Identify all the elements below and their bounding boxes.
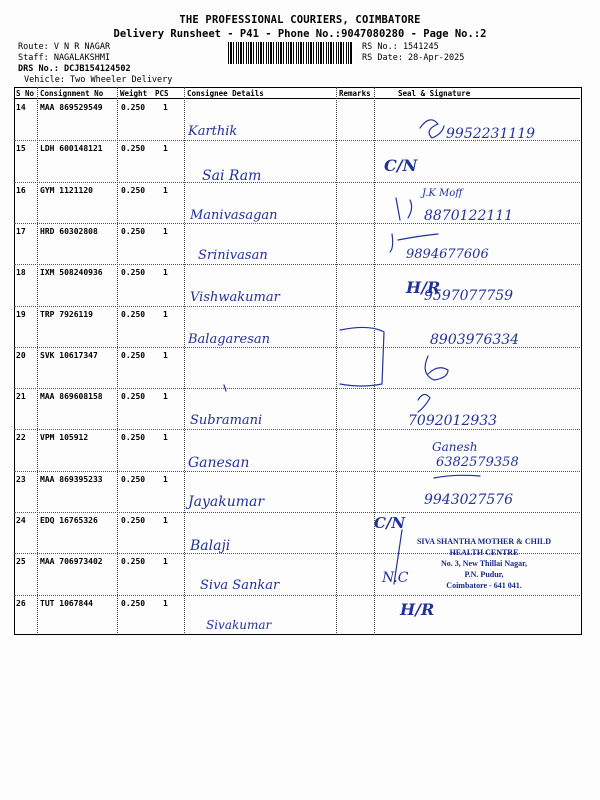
signature-mark — [340, 327, 384, 386]
handwritten-phone: 9943027576 — [424, 492, 514, 508]
col-header-consignee: Consignee Details — [187, 89, 264, 98]
handwritten-name: Manivasagan — [190, 208, 278, 223]
cell-sno: 23 — [16, 474, 26, 484]
handwritten-name: Balagaresan — [188, 332, 270, 347]
cell-weight: 0.250 — [121, 185, 146, 195]
cell-pcs: 1 — [163, 474, 168, 484]
handwritten-name: Subramani — [190, 413, 263, 428]
col-header-remarks: Remarks — [339, 89, 371, 98]
cell-consignment: IXM 508240936 — [40, 268, 103, 278]
cell-sno: 26 — [16, 598, 26, 608]
cell-weight: 0.250 — [121, 474, 146, 484]
cell-weight: 0.250 — [121, 268, 146, 278]
stamp-line: Coimbatore - 641 041. — [446, 581, 522, 590]
document-subtitle: Delivery Runsheet - P41 - Phone No.:9047080280 - Page No.:2 — [113, 28, 487, 40]
cell-consignment: LDH 600148121 — [40, 144, 103, 154]
cell-sno: 21 — [16, 392, 26, 402]
handwritten-mark: H/R — [400, 600, 435, 619]
cell-sno: 18 — [16, 268, 26, 278]
cell-pcs: 1 — [163, 103, 168, 112]
handwritten-phone: 8903976334 — [430, 332, 520, 348]
stamp-line: No. 3, New Thillai Nagar, — [440, 559, 527, 568]
cell-sno: 24 — [16, 516, 26, 525]
cell-consignment: TRP 7926119 — [40, 309, 93, 319]
cell-pcs: 1 — [163, 392, 168, 402]
cell-pcs: 1 — [163, 350, 168, 360]
clinic-stamp — [398, 536, 570, 600]
cell-weight: 0.250 — [121, 350, 146, 360]
cell-weight: 0.250 — [121, 557, 146, 567]
handwritten-name: Ganesan — [188, 455, 250, 471]
document-title: THE PROFESSIONAL COURIERS, COIMBATORE — [179, 14, 421, 26]
cell-pcs: 1 — [163, 226, 168, 236]
cell-sno: 15 — [16, 144, 26, 154]
cell-pcs: 1 — [163, 433, 168, 443]
cell-consignment: GYM 1121120 — [40, 185, 93, 195]
cell-weight: 0.250 — [121, 392, 146, 402]
cell-sno: 25 — [16, 557, 26, 567]
signature-mark — [434, 475, 480, 478]
cell-sno: 17 — [16, 226, 26, 236]
cell-consignment: HRD 60302808 — [40, 226, 98, 236]
cell-pcs: 1 — [163, 557, 168, 567]
cell-consignment: MAA 869608158 — [40, 392, 103, 402]
cell-consignment: EDQ 16765326 — [40, 516, 98, 525]
rs-number: RS No.: 1541245 — [362, 42, 439, 52]
stamp-line: SIVA SHANTHA MOTHER & CHILD — [416, 537, 552, 546]
handwritten-mark: C/N — [374, 514, 406, 532]
signature-mark — [390, 234, 438, 252]
cell-weight: 0.250 — [121, 144, 146, 154]
signature-mark — [425, 356, 448, 380]
cell-weight: 0.250 — [121, 598, 146, 608]
vehicle-label: Vehicle: Two Wheeler Delivery — [24, 75, 173, 85]
handwritten-mark: N.C — [382, 570, 409, 586]
cell-consignment: MAA 869529549 — [40, 103, 103, 112]
signature-mark — [396, 198, 412, 220]
cell-pcs: 1 — [163, 144, 168, 154]
signature-mark — [420, 120, 444, 138]
handwritten-phone: 8870122111 — [424, 208, 514, 224]
cell-sno: 20 — [16, 350, 26, 360]
handwritten-name: Balaji — [190, 538, 231, 554]
col-header-signature: Seal & Signature — [398, 89, 471, 98]
route-label: Route: V N R NAGAR — [18, 42, 111, 52]
handwritten-name: Jayakumar — [188, 494, 265, 510]
cell-consignment: SVK 10617347 — [40, 350, 98, 360]
handwritten-phone: 9894677606 — [406, 247, 489, 262]
cell-sno: 14 — [16, 103, 26, 112]
handwritten-phone: 7092012933 — [408, 413, 498, 429]
stamp-line: HEALTH CENTRE — [449, 548, 519, 557]
cell-sno: 19 — [16, 309, 26, 319]
handwritten-name: Srinivasan — [198, 248, 268, 263]
cell-pcs: 1 — [163, 309, 168, 319]
cell-consignment: MAA 869395233 — [40, 474, 103, 484]
cell-pcs: 1 — [163, 516, 168, 525]
cell-weight: 0.250 — [121, 516, 146, 525]
handwritten-phone: 9952231119 — [446, 126, 536, 142]
cell-weight: 0.250 — [121, 309, 146, 319]
cell-weight: 0.250 — [121, 103, 146, 112]
handwritten-name: Siva Sankar — [200, 578, 280, 593]
handwritten-mark: Ganesh — [432, 440, 478, 454]
rs-date: RS Date: 28-Apr-2025 — [362, 53, 465, 63]
staff-label: Staff: NAGALAKSHMI — [18, 53, 111, 63]
handwritten-name: Vishwakumar — [190, 290, 280, 305]
col-header-consignment: Consignment No — [40, 89, 104, 98]
handwritten-phone: 6382579358 — [436, 455, 519, 470]
signature-mark — [224, 385, 226, 391]
cell-pcs: 1 — [163, 598, 168, 608]
cell-sno: 22 — [16, 433, 26, 443]
handwritten-mark: H/R — [406, 278, 441, 297]
handwritten-name: Sivakumar — [206, 618, 272, 632]
stamp-line: P.N. Pudur, — [464, 570, 504, 579]
handwritten-phone: 9597077759 — [424, 288, 514, 304]
handwritten-name: Sai Ram — [202, 168, 262, 184]
col-header-weight: Weight — [120, 89, 148, 98]
drs-label: DRS No.: DCJB154124502 — [18, 64, 131, 74]
cell-consignment: TUT 1067844 — [40, 598, 93, 608]
handwritten-mark: C/N — [384, 156, 418, 175]
handwritten-name: Karthik — [188, 124, 238, 139]
cell-consignment: MAA 706973402 — [40, 557, 103, 567]
cell-weight: 0.250 — [121, 226, 146, 236]
cell-pcs: 1 — [163, 268, 168, 278]
handwritten-mark: J.K Moff — [422, 188, 463, 199]
cell-consignment: VPM 105912 — [40, 433, 89, 443]
cell-sno: 16 — [16, 185, 26, 195]
col-header-sno: S No — [16, 89, 35, 98]
signature-mark — [418, 394, 430, 412]
cell-pcs: 1 — [163, 185, 168, 195]
col-header-pcs: PCS — [155, 89, 169, 98]
cell-weight: 0.250 — [121, 433, 146, 443]
